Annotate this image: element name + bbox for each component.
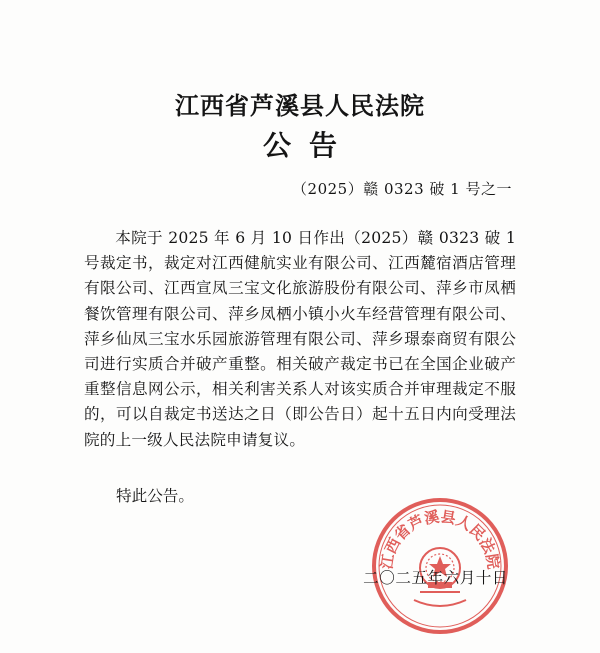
- case-number: （2025）赣 0323 破 1 号之一: [292, 180, 512, 198]
- court-name: 江西省芦溪县人民法院: [175, 91, 425, 120]
- svg-text:江西省芦溪县人民法院: 江西省芦溪县人民法院: [377, 507, 503, 571]
- closing-remark: 特此公告。: [116, 487, 194, 505]
- document-title: 公告: [262, 129, 355, 162]
- issue-date: 二〇二五年六月十日: [363, 569, 508, 587]
- notice-body-paragraph: 本院于 2025 年 6 月 10 日作出（2025）赣 0323 破 1 号裁定书，裁定对江西健航实业有限公司、江西麓宿酒店管理有限公司、江西宣凤三宝文化旅游股份有限公司、萍乡市凤栖餐饮管理有限公司、萍乡凤栖小镇小火车经营管理有限公司、萍乡仙凤三宝水乐园旅游管理有限公司、萍乡璟泰商贸有限公司进行实质合并破产重整。相关破产裁定书已在全国企业破产重整信息网公示，相关利害关系人对该实质合并审理裁定不服的，可以自裁定书送达之日（即公告日）起十五日内向受理法院的上一级人民法院申请复议。: [84, 229, 516, 449]
